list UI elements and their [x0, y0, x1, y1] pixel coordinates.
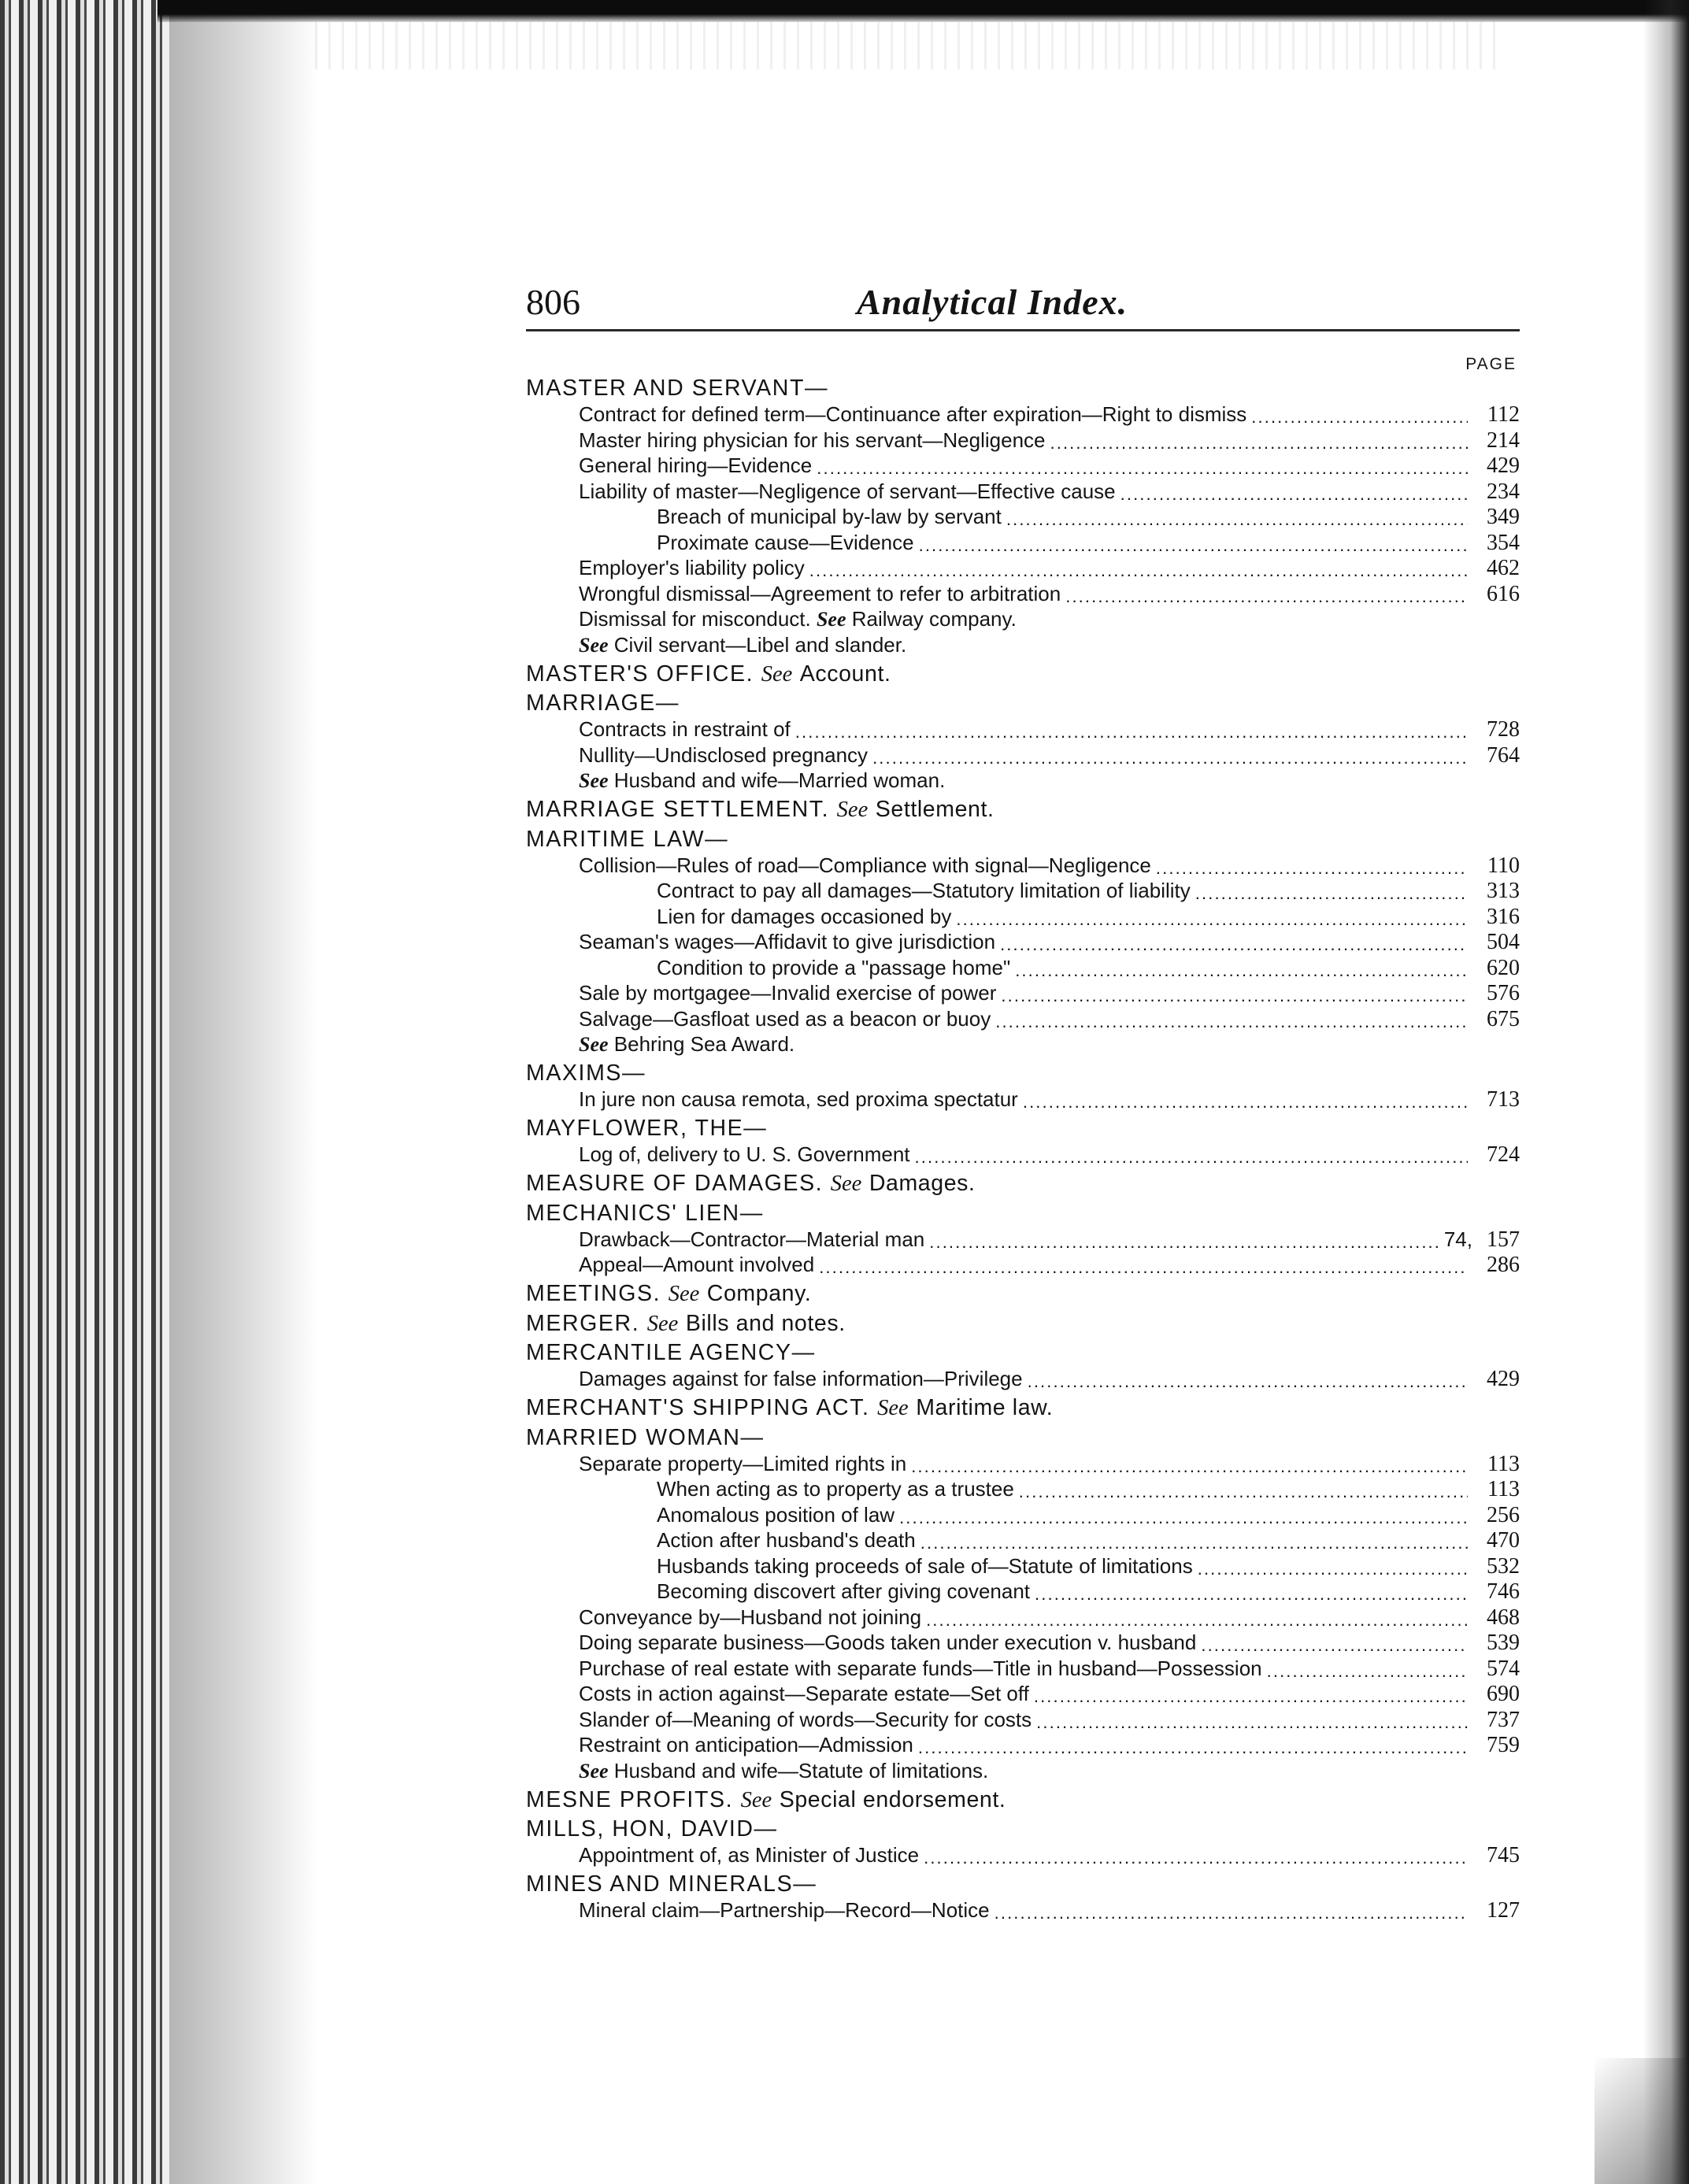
leader-dots [1251, 403, 1468, 424]
subentry-text: Damages against for false information—Privilege [579, 1367, 1023, 1390]
see-reference: Special endorsement. [779, 1786, 1006, 1812]
index-subentry [526, 716, 1520, 742]
index-subentry [526, 1842, 1520, 1868]
index-heading [526, 1787, 1520, 1813]
index-heading [526, 1116, 1520, 1142]
index-subentry [526, 1476, 1520, 1502]
index-subentry [526, 878, 1520, 904]
index-subentry [526, 853, 1520, 879]
index-subentry [526, 929, 1520, 955]
subentry-text: Contract to pay all damages—Statutory limitation of liability [657, 879, 1191, 902]
index-heading [526, 1425, 1520, 1451]
heading-text: MILLS, HON, DAVID— [526, 1816, 778, 1842]
heading-text: MEETINGS. [526, 1281, 661, 1306]
subentry-text: Mineral claim—Partnership—Record—Notice [579, 1898, 990, 1922]
index-subentry [526, 555, 1520, 581]
index-subentry [526, 955, 1520, 981]
index-subentry [526, 768, 1520, 794]
book-binding-shadow [0, 0, 169, 2184]
subentry-text: Husbands taking proceeds of sale of—Statute of limitations [657, 1553, 1193, 1578]
page-ref: 745 [1487, 1843, 1520, 1868]
subentry-text: General hiring—Evidence [579, 453, 813, 477]
leader-dots [920, 1529, 1468, 1549]
page-ref: 462 [1487, 556, 1520, 580]
leader-dots [995, 1008, 1468, 1028]
leader-dots [924, 1844, 1468, 1864]
leader-dots [929, 1228, 1439, 1249]
subentry-text: Contract for defined term—Continuance after expiration—Right to dismiss [579, 402, 1247, 426]
leader-dots [956, 905, 1468, 926]
heading-text: MARITIME LAW— [526, 826, 729, 852]
subentry-text: Separate property—Limited rights in [579, 1451, 907, 1475]
page-ref: 504 [1487, 930, 1520, 954]
subentry-text: Anomalous position of law [657, 1502, 895, 1527]
index-subentry [526, 1605, 1520, 1631]
heading-text: MERCHANT'S SHIPPING ACT. [526, 1395, 870, 1420]
subentry-text: Slander of—Meaning of words—Security for costs [579, 1707, 1032, 1731]
index-subentry [526, 1630, 1520, 1656]
page-ref: 112 [1487, 402, 1520, 427]
see-reference: Husband and wife—Married woman. [613, 768, 946, 792]
page-ref: 429 [1487, 453, 1520, 478]
see-reference: Bills and notes. [685, 1310, 846, 1336]
heading-text: MAYFLOWER, THE— [526, 1116, 768, 1141]
page-ref: 576 [1487, 981, 1520, 1005]
index-subentry [526, 1031, 1520, 1057]
subentry-text: Liability of master—Negligence of servant—Effective cause [579, 479, 1116, 503]
see-label: See [668, 1282, 700, 1306]
index-heading [526, 376, 1520, 402]
heading-text: MASTER'S OFFICE. [526, 661, 754, 687]
subentry-text: Purchase of real estate with separate funds—Title in husband—Possession [579, 1656, 1262, 1680]
index-subentry [526, 606, 1520, 632]
see-label: See [579, 633, 609, 657]
index-subentry [526, 1502, 1520, 1528]
index-subentry [526, 1656, 1520, 1682]
index-subentry [526, 1252, 1520, 1278]
leader-dots [919, 531, 1468, 552]
index-subentry [526, 581, 1520, 607]
subentry-text: Employer's liability policy [579, 556, 805, 579]
leader-dots [1015, 957, 1468, 977]
see-reference: Civil servant—Libel and slander. [613, 632, 907, 657]
subentry-text: Dismissal for misconduct. [579, 607, 811, 631]
leader-dots [1023, 1088, 1468, 1109]
subentry-text: Log of, delivery to U. S. Government [579, 1142, 910, 1166]
subentry-text: Restraint on anticipation—Admission [579, 1733, 913, 1756]
see-label: See [830, 1172, 862, 1196]
scan-corner-shadow [1595, 2058, 1689, 2184]
page-ref: 286 [1487, 1253, 1520, 1277]
index-heading [526, 1395, 1520, 1421]
page-ref: 157 [1487, 1227, 1520, 1252]
subentry-text: Appointment of, as Minister of Justice [579, 1843, 920, 1867]
heading-text: MARRIED WOMAN— [526, 1424, 765, 1450]
see-label: See [579, 769, 609, 792]
see-label: See [579, 1759, 609, 1782]
scan-top-edge [157, 0, 1689, 22]
subentry-text: Nullity—Undisclosed pregnancy [579, 742, 869, 767]
heading-text: MARRIAGE SETTLEMENT. [526, 797, 830, 822]
see-reference: Husband and wife—Statute of limitations. [613, 1758, 989, 1782]
page-ref: 214 [1487, 428, 1520, 453]
page-ref: 234 [1487, 479, 1520, 504]
see-line [579, 632, 906, 659]
leader-dots [1006, 505, 1468, 526]
leader-dots [1198, 1555, 1468, 1575]
scan-noise [315, 22, 1496, 69]
leader-dots [819, 1253, 1468, 1274]
index-heading [526, 1871, 1520, 1897]
index-subentry [526, 1897, 1520, 1923]
page-ref: 620 [1487, 955, 1520, 980]
page-ref: 737 [1487, 1707, 1520, 1732]
see-label: See [836, 798, 869, 822]
index-subentry [526, 402, 1520, 428]
leader-dots [872, 744, 1468, 764]
subentry-text: Proximate cause—Evidence [657, 530, 914, 554]
see-label: See [877, 1396, 909, 1420]
index-subentry [526, 1006, 1520, 1032]
leader-dots [915, 1143, 1468, 1164]
index-subentry [526, 1227, 1520, 1253]
page-ref: 675 [1487, 1006, 1520, 1031]
index-subentry [526, 1527, 1520, 1553]
see-reference: Settlement. [875, 797, 995, 822]
page-ref: 724 [1487, 1142, 1520, 1167]
page-ref: 713 [1487, 1087, 1520, 1112]
page-ref: 616 [1487, 581, 1520, 606]
index-subentry [526, 1142, 1520, 1168]
leader-dots [809, 557, 1468, 577]
leader-dots [1000, 931, 1468, 951]
index-heading [526, 1171, 1520, 1197]
index-subentry [526, 1451, 1520, 1477]
leader-dots [995, 1899, 1468, 1919]
leader-dots [1120, 480, 1468, 501]
subentry-text: Collision—Rules of road—Compliance with signal—Negligence [579, 853, 1151, 877]
subentry-text: Lien for damages occasioned by [657, 904, 952, 928]
heading-text: MECHANICS' LIEN— [526, 1200, 764, 1226]
see-line [579, 1758, 988, 1785]
leader-dots [1267, 1657, 1468, 1678]
index-subentry [526, 904, 1520, 930]
page-title: Analytical Index. [857, 282, 1128, 322]
subentry-text: Becoming discovert after giving covenant [657, 1579, 1031, 1603]
see-label: See [646, 1311, 679, 1336]
page-ref: 532 [1487, 1553, 1520, 1579]
index-heading [526, 797, 1520, 823]
index-heading [526, 690, 1520, 716]
heading-text: MERCANTILE AGENCY— [526, 1340, 816, 1365]
index-subentry [526, 453, 1520, 479]
see-label: See [579, 1033, 609, 1056]
index-subentry [526, 504, 1520, 530]
subentry-text: Condition to provide a "passage home" [657, 955, 1011, 979]
subentry-text: In jure non causa remota, sed proxima spectatur [579, 1087, 1018, 1111]
index-heading [526, 1311, 1520, 1337]
extra-page: 74, [1443, 1227, 1472, 1251]
index-subentry [526, 428, 1520, 453]
page-ref: 728 [1487, 717, 1520, 742]
leader-dots [1050, 429, 1469, 450]
page-ref: 354 [1487, 530, 1520, 555]
index-subentry [526, 1086, 1520, 1112]
index-subentry [526, 1707, 1520, 1733]
page-ref: 110 [1487, 853, 1520, 878]
leader-dots [899, 1504, 1468, 1524]
subentry-text: Contracts in restraint of [579, 717, 791, 741]
see-reference: Maritime law. [916, 1395, 1054, 1420]
leader-dots [1034, 1682, 1468, 1703]
page-ref: 429 [1487, 1367, 1520, 1391]
subentry-text: Seaman's wages—Affidavit to give jurisdiction [579, 930, 996, 953]
index-subentry [526, 1579, 1520, 1605]
see-label: See [740, 1787, 772, 1812]
see-reference: Railway company. [851, 607, 1017, 631]
heading-text: MAXIMS— [526, 1061, 646, 1086]
page-ref: 468 [1487, 1605, 1520, 1630]
index-page [526, 268, 1520, 1923]
leader-dots [1156, 854, 1468, 875]
heading-text: MERGER. [526, 1310, 640, 1336]
index-subentry [526, 1732, 1520, 1758]
page-ref: 539 [1487, 1631, 1520, 1655]
subentry-text: Sale by mortgagee—Invalid exercise of power [579, 981, 997, 1005]
page-ref: 574 [1487, 1656, 1520, 1681]
page-ref: 759 [1487, 1733, 1520, 1757]
index-subentry [526, 1681, 1520, 1707]
page-ref: 127 [1487, 1898, 1520, 1923]
subentry-text: Doing separate business—Goods taken under execution v. husband [579, 1631, 1197, 1654]
heading-text: MARRIAGE— [526, 690, 680, 716]
subentry-text: Master hiring physician for his servant—Negligence [579, 428, 1046, 452]
page-ref: 316 [1487, 904, 1520, 929]
page-ref: 313 [1487, 879, 1520, 903]
subentry-text: When acting as to property as a trustee [657, 1477, 1014, 1501]
page-ref: 113 [1487, 1451, 1520, 1476]
index-entries [526, 376, 1520, 1923]
index-subentry [526, 980, 1520, 1006]
leader-dots [911, 1453, 1468, 1473]
page-ref: 764 [1487, 742, 1520, 768]
subentry-text: Salvage—Gasfloat used as a beacon or buoy [579, 1006, 991, 1031]
index-subentry [526, 530, 1520, 556]
see-line [579, 768, 945, 794]
leader-dots [1195, 879, 1468, 900]
page-column-label: PAGE [1465, 355, 1517, 373]
see-reference: Behring Sea Award. [613, 1032, 795, 1056]
leader-dots [1036, 1708, 1468, 1729]
subentry-text: Conveyance by—Husband not joining [579, 1605, 922, 1629]
page-ref: 113 [1487, 1477, 1520, 1501]
leader-dots [926, 1606, 1468, 1627]
subentry-text: Breach of municipal by-law by servant [657, 505, 1002, 528]
heading-text: MESNE PROFITS. [526, 1786, 734, 1812]
page-ref: 349 [1487, 505, 1520, 529]
index-subentry [526, 742, 1520, 768]
index-heading [526, 661, 1520, 687]
leader-dots [795, 718, 1468, 738]
index-heading [526, 827, 1520, 853]
index-heading [526, 1281, 1520, 1307]
page-ref: 256 [1487, 1502, 1520, 1527]
index-subentry [526, 479, 1520, 505]
see-line [579, 1031, 794, 1058]
scan-right-edge [1643, 0, 1689, 2184]
see-label: See [816, 608, 846, 631]
page-ref: 746 [1487, 1579, 1520, 1604]
subentry-text: Costs in action against—Separate estate—Set off [579, 1682, 1029, 1705]
see-reference: Company. [706, 1281, 812, 1306]
page-number: 806 [526, 282, 580, 322]
subentry-text: Action after husband's death [657, 1528, 916, 1552]
leader-dots [817, 454, 1468, 475]
heading-text: MASTER AND SERVANT— [526, 376, 829, 401]
index-heading [526, 1340, 1520, 1366]
leader-dots [1028, 1368, 1468, 1388]
see-reference: Account. [799, 661, 891, 687]
subentry-text: Appeal—Amount involved [579, 1253, 815, 1276]
index-subentry [526, 1366, 1520, 1392]
page-ref: 690 [1487, 1682, 1520, 1706]
index-heading [526, 1816, 1520, 1842]
index-heading [526, 1201, 1520, 1227]
subentry-text: Drawback—Contractor—Material man [579, 1227, 925, 1251]
gutter-shadow [169, 0, 319, 2184]
leader-dots [1201, 1631, 1468, 1652]
heading-text: MINES AND MINERALS— [526, 1871, 817, 1897]
page-header [526, 268, 1520, 331]
leader-dots [918, 1734, 1468, 1754]
leader-dots [1019, 1478, 1468, 1498]
index-subentry [526, 1758, 1520, 1784]
index-heading [526, 1061, 1520, 1086]
leader-dots [1001, 982, 1468, 1002]
see-reference: Damages. [869, 1171, 976, 1196]
see-line [579, 606, 1017, 633]
heading-text: MEASURE OF DAMAGES. [526, 1171, 824, 1196]
subentry-text: Wrongful dismissal—Agreement to refer to arbitration [579, 581, 1061, 605]
see-label: See [761, 661, 793, 687]
page-ref: 470 [1487, 1528, 1520, 1553]
leader-dots [1035, 1580, 1468, 1601]
leader-dots [1065, 583, 1468, 603]
index-subentry [526, 1553, 1520, 1579]
index-subentry [526, 632, 1520, 658]
